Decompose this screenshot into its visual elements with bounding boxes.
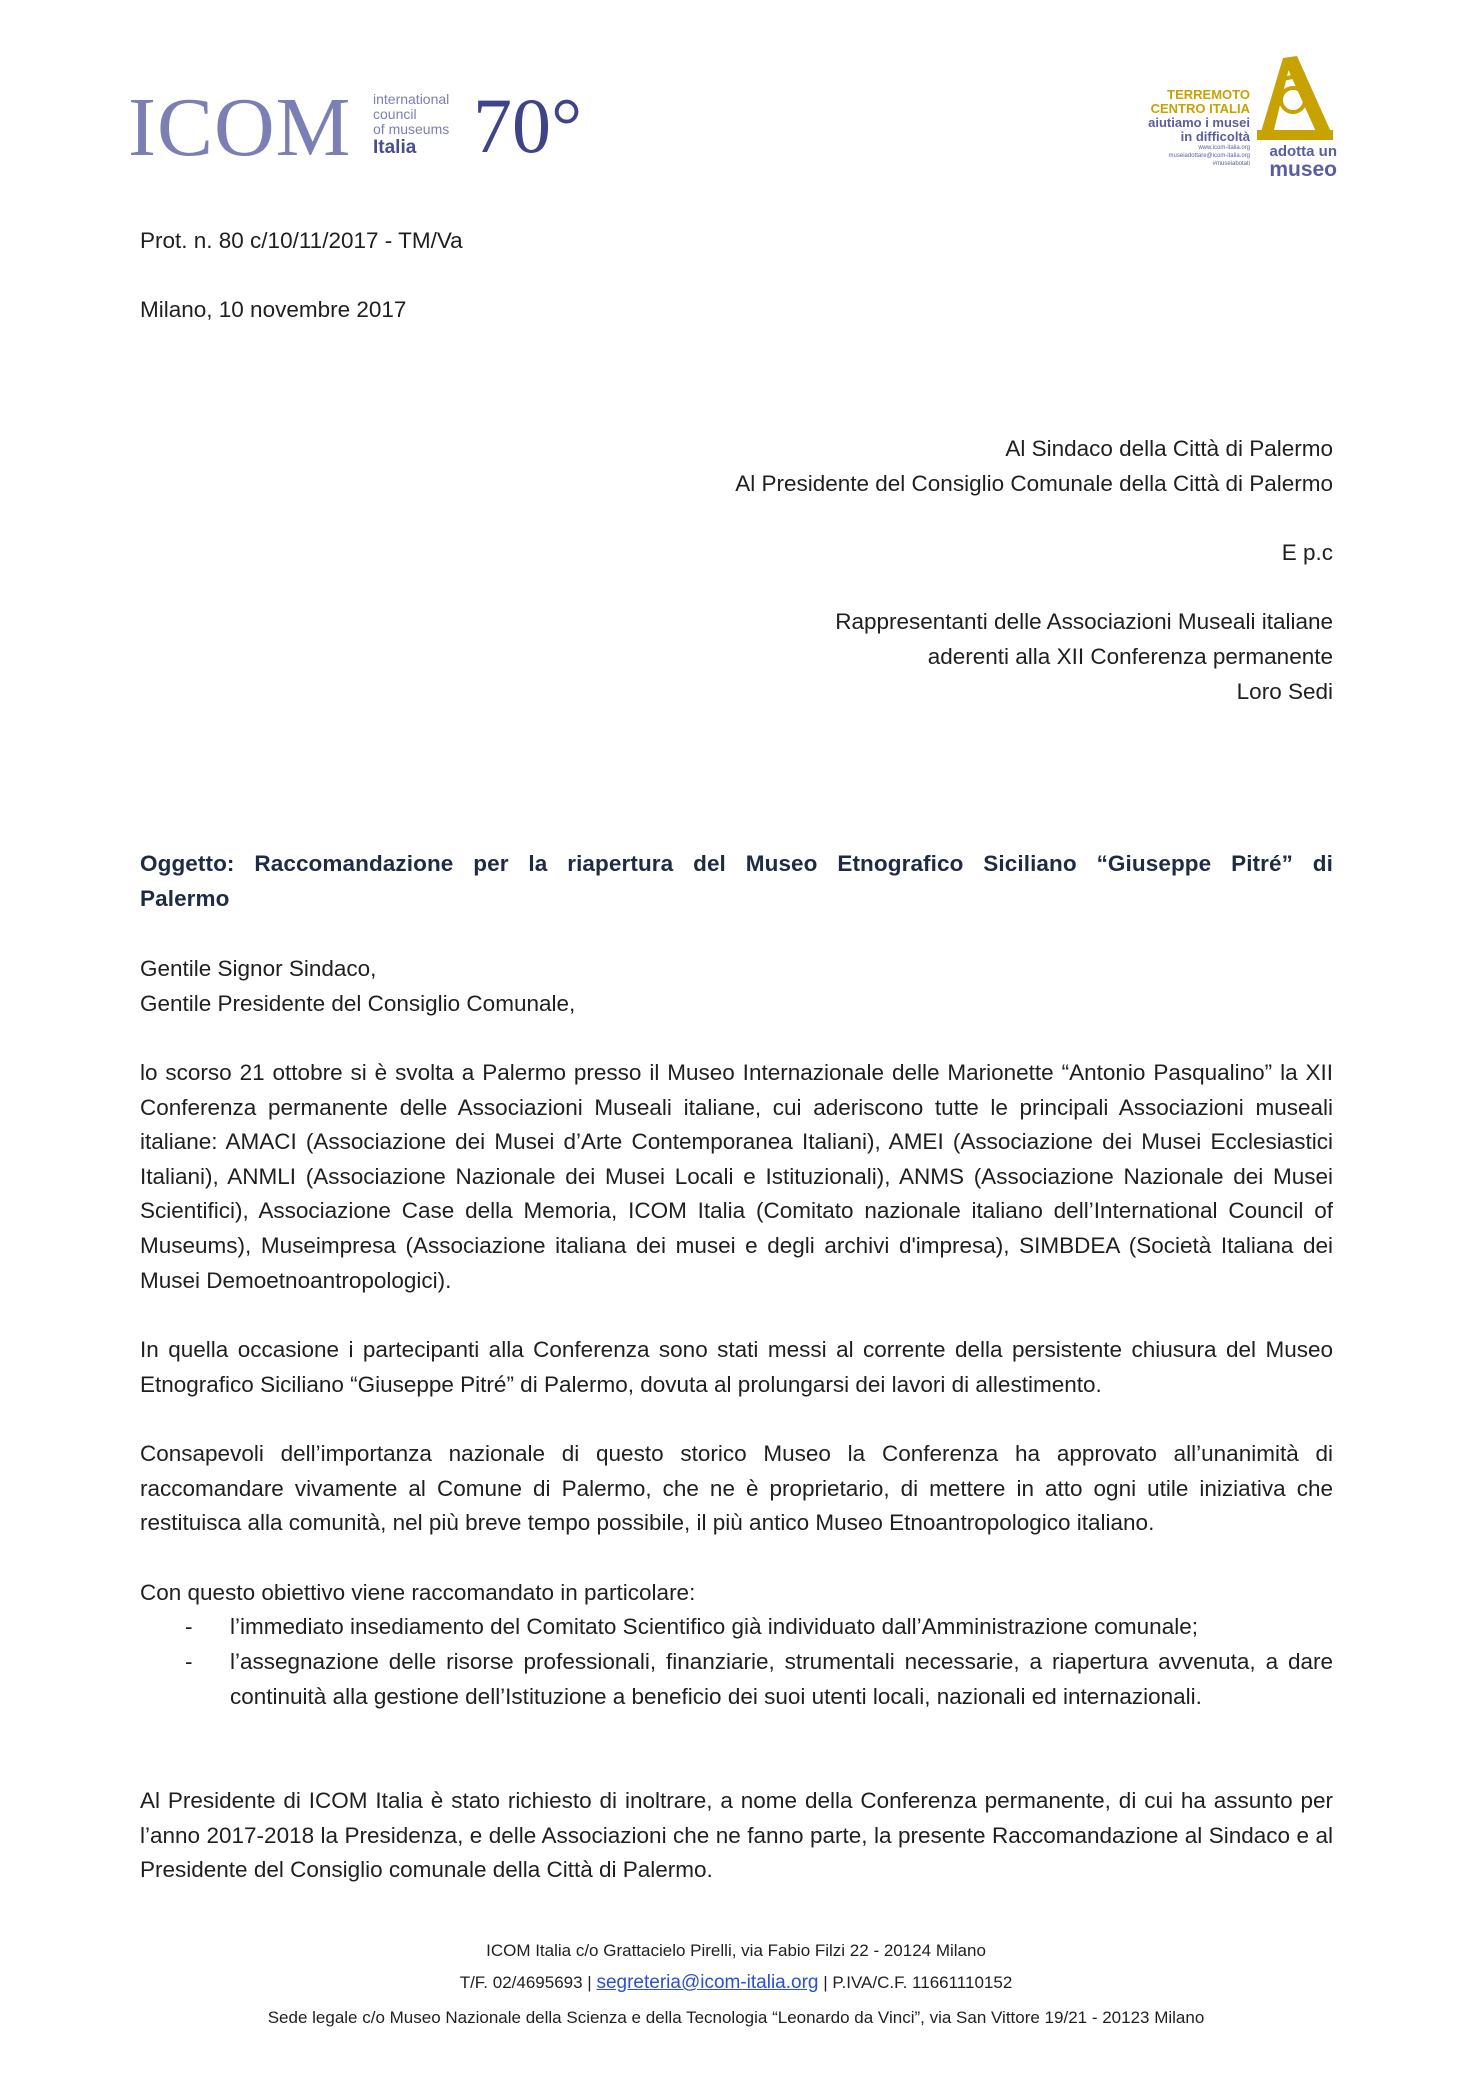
list-item-text: l’immediato insediamento del Comitato Scientifico già individuato dall’Amministrazione comunale;	[230, 1614, 1198, 1639]
body-paragraph: Con questo obiettivo viene raccomandato in particolare:	[140, 1580, 696, 1605]
list-item	[140, 1610, 1333, 1645]
recipient-line: Al Presidente del Consiglio Comunale della Città di Palermo	[735, 471, 1333, 496]
subject	[140, 847, 1333, 916]
protocol-number: Prot. n. 80 c/10/11/2017 - TM/Va	[140, 228, 463, 253]
list-item	[140, 1645, 1333, 1749]
icom-logo-wordmark: ICOM	[128, 81, 352, 174]
museum-crane-icon	[1253, 54, 1335, 144]
icom-sub-italia: Italia	[373, 137, 417, 158]
body-paragraph: Al Presidente di ICOM Italia è stato richiesto di inoltrare, a nome della Conferenza permanente, di cui ha assunto per l’anno 2017-2018 la Presidenza, e delle Associazioni che ne fanno parte, la presente Raccomandazione al Sindaco e al Presidente del Consiglio comunale della Città di Palermo.	[140, 1788, 1333, 1883]
icom-sub-line: council	[373, 106, 417, 122]
anniversary-mark: 70°	[473, 82, 583, 169]
adotta-un-museo-logo	[1135, 52, 1335, 182]
footer-contacts	[0, 1972, 1472, 1994]
quake-small-line: museiadottare@icom-italia.org	[1168, 153, 1250, 159]
quake-line: aiutiamo i musei	[1148, 115, 1250, 130]
quake-campaign-text	[1135, 88, 1250, 168]
subject-line: Palermo	[140, 885, 230, 911]
adotta-line: museo	[1269, 158, 1337, 181]
body-paragraph: lo scorso 21 ottobre si è svolta a Palermo presso il Museo Internazionale delle Marionette “Antonio Pasqualino” la XII Conferenza permanente delle Associazioni Museali italiane, cui aderiscono tutte le principali Associazioni museali italiane: AMACI (Associazione dei Musei d’Arte Contemporanea Italiani), AMEI (Associazione dei Musei Ecclesiastici Italiani), ANMLI (Associazione Nazionale dei Musei Locali e Istituzionali), ANMS (Associazione Nazionale dei Musei Scientifici), Associazione Case della Memoria, ICOM Italia (Comitato nazionale italiano dell’International Council of Museums), Museimpresa (Associazione italiana dei musei e degli archivi d'impresa), SIMBDEA (Società Italiana dei Musei Demoetnoantropologici).	[140, 1060, 1333, 1293]
footer-phone: T/F. 02/4695693 |	[459, 1973, 592, 1992]
quake-small-line: www.icom-italia.org	[1198, 145, 1250, 151]
adotta-line: adotta un	[1269, 143, 1337, 160]
quake-line: CENTRO ITALIA	[1150, 101, 1250, 116]
list-item-text: l’assegnazione delle risorse professionali, finanziarie, strumentali necessarie, a riapertura avvenuta, a dare continuità alla gestione dell’Istituzione a beneficio dei suoi utenti locali, nazionali ed internazionali.	[230, 1649, 1333, 1709]
quake-small-line: #museiabotati	[1212, 161, 1250, 167]
list-dash: -	[185, 1614, 193, 1639]
quake-line: TERREMOTO	[1167, 87, 1250, 102]
body-paragraph: Consapevoli dell’importanza nazionale di questo storico Museo la Conferenza ha approvato all’unanimità di raccomandare vivamente al Comune di Palermo, che ne è proprietario, di mettere in atto ogni utile iniziativa che restituisca alla comunità, nel più breve tempo possibile, il più antico Museo Etnoantropologico italiano.	[140, 1441, 1333, 1536]
body-paragraph: In quella occasione i partecipanti alla Conferenza sono stati messi al corrente della persistente chiusura del Museo Etnografico Siciliano “Giuseppe Pitré” di Palermo, dovuta al prolungarsi dei lavori di allestimento.	[140, 1337, 1333, 1397]
subject-line: Oggetto: Raccomandazione per la riapertura del Museo Etnografico Siciliano “Giuseppe Pitré” di	[140, 851, 1333, 876]
footer-email-link[interactable]: segreteria@icom-italia.org	[596, 1972, 819, 1993]
recipient-line: Loro Sedi	[1236, 679, 1333, 704]
icom-logo-subtitle	[373, 92, 449, 159]
cc-label: E p.c	[1281, 540, 1333, 565]
icom-sub-line: international	[373, 91, 450, 107]
list-dash: -	[185, 1649, 193, 1674]
adotta-label	[1253, 144, 1337, 180]
quake-line: in difficoltà	[1180, 129, 1250, 144]
recipient-line: Rappresentanti delle Associazioni Museali italiane	[835, 609, 1333, 634]
recipient-line: Al Sindaco della Città di Palermo	[1005, 436, 1333, 461]
icom-sub-line: of museums	[373, 121, 450, 137]
recipient-line: aderenti alla XII Conferenza permanente	[927, 644, 1333, 669]
place-date: Milano, 10 novembre 2017	[140, 297, 407, 322]
footer-vat: | P.IVA/C.F. 11661110152	[823, 1973, 1013, 1992]
footer-address: ICOM Italia c/o Grattacielo Pirelli, via Fabio Filzi 22 - 20124 Milano	[486, 1941, 986, 1960]
icom-italia-logo	[128, 81, 598, 174]
salutation-line: Gentile Presidente del Consiglio Comunale,	[140, 991, 576, 1016]
footer-legal-seat: Sede legale c/o Museo Nazionale della Scienza e della Tecnologia “Leonardo da Vinci”, via San Vittore 19/21 - 20123 Milano	[267, 2008, 1205, 2027]
salutation-line: Gentile Signor Sindaco,	[140, 956, 377, 981]
